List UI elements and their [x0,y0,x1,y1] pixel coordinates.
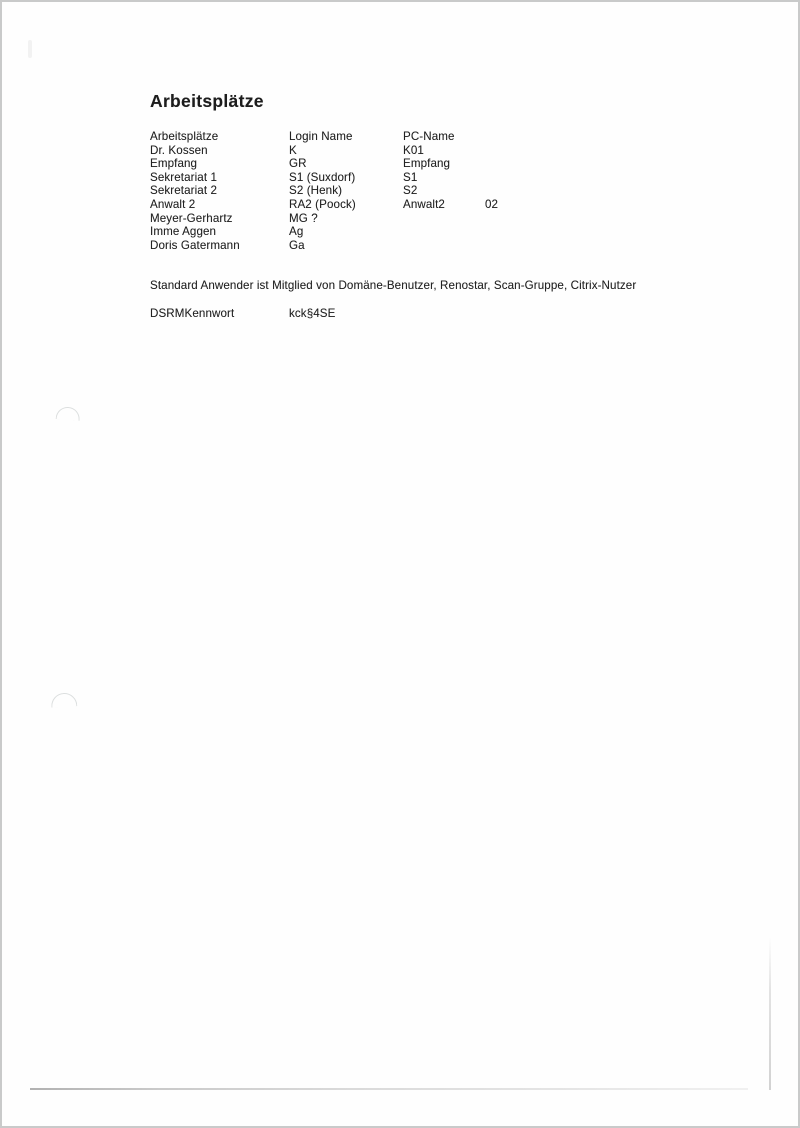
cell-login: RA2 (Poock) [289,197,356,211]
cell-extra [485,157,525,171]
cell-login: S2 (Henk) [289,184,343,198]
cell-login: MG ? [289,211,318,225]
cell-workstation: Dr. Kossen [150,143,208,157]
cell-extra [485,144,525,158]
dsrm-label: DSRMKennwort [150,307,235,320]
cell-pc: S1 [403,170,418,184]
punch-hole-artifact-bottom [51,692,78,707]
cell-login: Ag [289,225,304,239]
cell-extra: 02 [485,197,499,211]
membership-note: Standard Anwender ist Mitglied von Domäne-Benutzer, Renostar, Scan-Gruppe, Citrix-Nutzer [150,279,637,292]
table-row [150,212,525,226]
cell-pc [403,225,485,239]
table-row [150,144,525,158]
cell-login: K [289,143,297,157]
table-header-row [150,130,525,144]
cell-workstation: Imme Aggen [150,225,217,239]
cell-login: GR [289,157,307,171]
cell-workstation: Empfang [150,157,198,171]
cell-pc: Anwalt2 [403,197,445,211]
dsrm-value: kck§4SE [289,307,336,320]
paper-edge-vertical-artifact [769,937,771,1090]
cell-pc: Empfang [403,157,451,171]
punch-hole-artifact-top [56,406,81,421]
scan-smudge-artifact [28,40,32,58]
cell-workstation: Sekretariat 1 [150,170,218,184]
cell-pc [403,212,485,226]
header-extra [485,130,525,144]
cell-workstation: Anwalt 2 [150,197,196,211]
dsrm-password-row [150,307,335,321]
page-title: Arbeitsplätze [150,91,264,111]
cell-login: S1 (Suxdorf) [289,170,356,184]
table-row [150,198,525,212]
cell-extra [485,184,525,198]
cell-login: Ga [289,238,305,252]
cell-pc [403,239,485,253]
cell-extra [485,212,525,226]
table-row [150,171,525,185]
table-row [150,184,525,198]
paper-edge-horizontal-artifact [30,1088,748,1090]
header-pc-name: PC-Name [403,130,455,143]
cell-workstation: Sekretariat 2 [150,184,218,198]
cell-workstation: Doris Gatermann [150,238,240,252]
table-row [150,157,525,171]
table-row [150,225,525,239]
cell-pc: S2 [403,184,418,198]
header-login-name: Login Name [289,130,353,143]
workstation-table [150,130,525,252]
cell-extra [485,171,525,185]
cell-extra [485,239,525,253]
header-arbeitsplaetze: Arbeitsplätze [150,130,219,143]
cell-workstation: Meyer-Gerhartz [150,211,233,225]
cell-pc: K01 [403,143,424,157]
cell-extra [485,225,525,239]
table-row [150,239,525,253]
